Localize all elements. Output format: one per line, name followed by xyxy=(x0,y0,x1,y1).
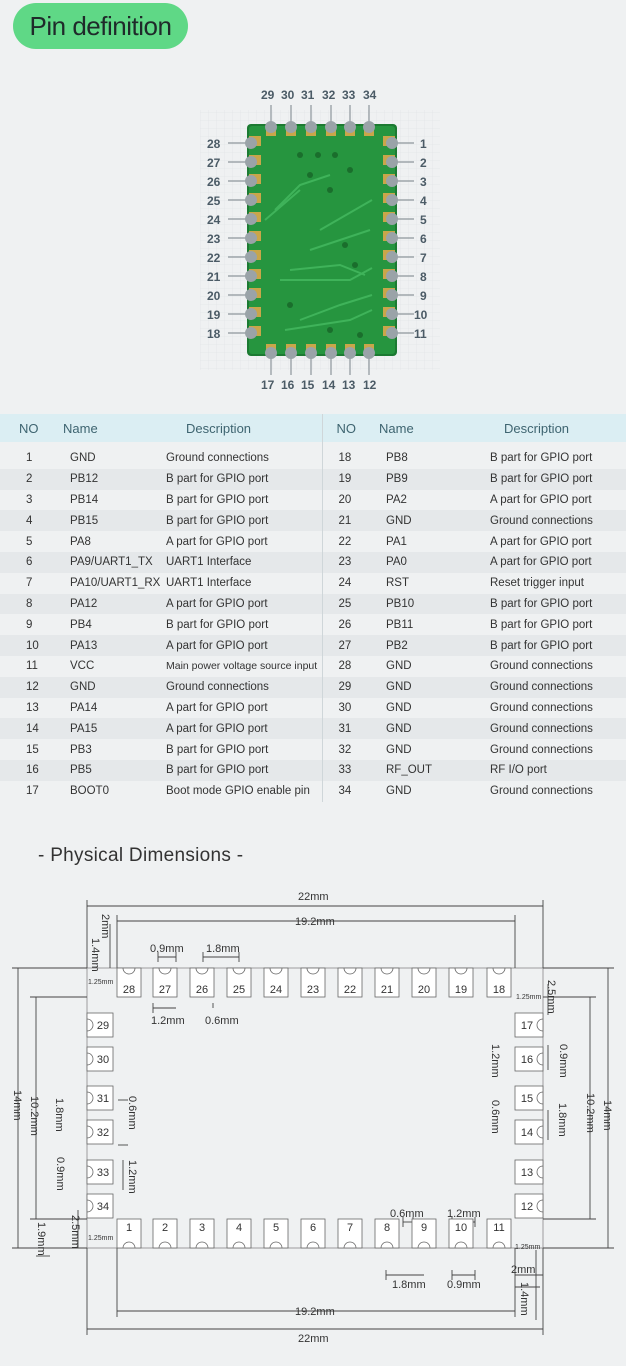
pin-label: 27 xyxy=(207,156,221,170)
table-row xyxy=(0,718,626,739)
pin-number: 12 xyxy=(26,681,39,694)
pin-name: PB14 xyxy=(70,493,99,506)
pad-number: 10 xyxy=(454,1222,468,1234)
pin-description: B part for GPIO port xyxy=(166,618,269,631)
pin-description: B part for GPIO port xyxy=(166,764,269,777)
pin-number: 20 xyxy=(322,490,378,511)
pin-number: 31 xyxy=(322,718,378,739)
pin-description: Ground connections xyxy=(166,452,269,465)
pin-label: 8 xyxy=(420,270,427,284)
pin-label: 22 xyxy=(207,251,221,265)
dim-2mm: 2mm xyxy=(99,914,111,939)
dim-2-5mm-right: 2.5mm xyxy=(545,980,557,1014)
dim-1-8mm-left: 1.8mm xyxy=(53,1098,65,1132)
dim-0-6mm-left: 0.6mm xyxy=(126,1096,138,1130)
pad-number: 9 xyxy=(420,1222,428,1234)
dim-1-8mm-bottom: 1.8mm xyxy=(392,1279,426,1291)
pin-label: 10 xyxy=(414,308,428,322)
pin-description: Ground connections xyxy=(490,660,593,673)
dimension-pad xyxy=(87,1086,113,1110)
dimension-pad xyxy=(338,1219,362,1248)
dimension-pad xyxy=(515,1120,543,1144)
pin-description: B part for GPIO port xyxy=(166,514,269,527)
pin-description: Ground connections xyxy=(490,681,593,694)
pad-number: 16 xyxy=(520,1054,534,1066)
table-row xyxy=(0,531,626,552)
pin-name: GND xyxy=(386,660,412,673)
pad-number: 23 xyxy=(306,984,320,996)
pin-name: PA12 xyxy=(70,597,98,610)
pin-label: 16 xyxy=(281,378,295,392)
pin-label: 21 xyxy=(207,270,221,284)
dimension-pad xyxy=(412,1219,436,1248)
pad-number: 7 xyxy=(346,1222,354,1234)
dimension-pad xyxy=(190,968,214,997)
pin-name: GND xyxy=(386,722,412,735)
pin-description: Boot mode GPIO enable pin xyxy=(166,785,310,798)
pin-description: A part for GPIO port xyxy=(166,597,268,610)
pin-label: 33 xyxy=(342,88,356,102)
pin-name: PA14 xyxy=(70,701,98,714)
pin-number: 26 xyxy=(322,614,378,635)
dimension-pad xyxy=(153,1219,177,1248)
dimension-pad xyxy=(301,1219,325,1248)
pin-description: Ground connections xyxy=(490,514,593,527)
column-header-name: Name xyxy=(63,420,98,436)
pin-description: B part for GPIO port xyxy=(166,743,269,756)
pin-number: 29 xyxy=(322,677,378,698)
pin-label: 3 xyxy=(420,175,427,189)
pin-name: PA13 xyxy=(70,639,98,652)
pin-name: PB8 xyxy=(386,452,408,465)
physical-dimensions-drawing xyxy=(0,880,626,1350)
pad-number: 8 xyxy=(383,1222,391,1234)
pin-number: 17 xyxy=(26,785,39,798)
pad-number: 18 xyxy=(492,984,506,996)
dim-0-9mm-left: 0.9mm xyxy=(54,1157,66,1191)
dimension-pad xyxy=(375,968,399,997)
dim-1-2mm-right: 1.2mm xyxy=(489,1044,501,1078)
pin-name: PB10 xyxy=(386,597,415,610)
dimension-pad xyxy=(515,1013,543,1037)
pin-description: A part for GPIO port xyxy=(166,535,268,548)
pin-label: 17 xyxy=(261,378,275,392)
dim-1-25mm-bottom-right: 1.25mm xyxy=(515,1244,541,1251)
pin-number: 34 xyxy=(322,781,378,802)
table-row xyxy=(0,490,626,511)
pad-number: 30 xyxy=(96,1054,110,1066)
pad-number: 19 xyxy=(454,984,468,996)
pin-description: B part for GPIO port xyxy=(166,493,269,506)
dimension-pad xyxy=(487,968,511,997)
dimension-pad xyxy=(190,1219,214,1248)
pin-label: 28 xyxy=(207,137,221,151)
dim-0-9mm: 0.9mm xyxy=(150,943,184,955)
pin-number: 19 xyxy=(322,469,378,490)
pin-description: A part for GPIO port xyxy=(166,701,268,714)
pin-label: 31 xyxy=(301,88,315,102)
dim-0-9mm-right: 0.9mm xyxy=(557,1044,569,1078)
pin-name: VCC xyxy=(70,660,95,673)
pad-number: 3 xyxy=(198,1222,206,1234)
pin-number: 7 xyxy=(26,577,33,590)
dim-1-2mm: 1.2mm xyxy=(151,1015,185,1027)
pin-description: A part for GPIO port xyxy=(490,493,592,506)
dim-height-14mm: 14mm xyxy=(11,1090,23,1121)
dimension-pad xyxy=(515,1086,543,1110)
pin-name: PB5 xyxy=(70,764,92,777)
pin-description: Ground connections xyxy=(490,785,593,798)
pad-number: 12 xyxy=(520,1201,534,1213)
dimension-pad xyxy=(449,1219,473,1248)
dim-width-19-2mm: 19.2mm xyxy=(295,916,335,928)
dim-0-9mm-bottom: 0.9mm xyxy=(447,1279,481,1291)
table-row xyxy=(0,442,626,469)
dimension-pad xyxy=(515,1160,543,1184)
pin-name: PA9/UART1_TX xyxy=(70,556,153,569)
pin-number: 32 xyxy=(322,739,378,760)
pin-description: Reset trigger input xyxy=(490,577,584,590)
dimension-pad xyxy=(264,1219,288,1248)
table-row xyxy=(0,635,626,656)
table-row xyxy=(0,760,626,781)
pin-description: UART1 Interface xyxy=(166,556,252,569)
pin-number: 6 xyxy=(26,556,33,569)
dimension-pad xyxy=(117,968,141,997)
dimension-pad xyxy=(153,968,177,997)
pin-number: 22 xyxy=(322,531,378,552)
pin-label: 29 xyxy=(261,88,275,102)
pad-number: 14 xyxy=(520,1127,534,1139)
module-pinout-diagram xyxy=(0,80,626,400)
table-row xyxy=(0,614,626,635)
pin-name: PA15 xyxy=(70,722,98,735)
table-row xyxy=(0,698,626,719)
pin-name: GND xyxy=(70,452,96,465)
pad-number: 6 xyxy=(309,1222,317,1234)
pin-number: 24 xyxy=(322,573,378,594)
dimension-pad xyxy=(227,968,251,997)
pad-number: 24 xyxy=(269,984,283,996)
pin-label: 24 xyxy=(207,213,221,227)
dim-1-9mm: 1.9mm xyxy=(35,1222,47,1256)
dimension-pad xyxy=(87,1013,113,1037)
dim-2-5mm-left: 2.5mm xyxy=(69,1215,81,1249)
pin-number: 27 xyxy=(322,635,378,656)
pad-number: 34 xyxy=(96,1201,110,1213)
pad-number: 25 xyxy=(232,984,246,996)
pad-number: 28 xyxy=(122,984,136,996)
pin-label: 12 xyxy=(363,378,377,392)
pin-number: 16 xyxy=(26,764,39,777)
table-row xyxy=(0,656,626,677)
dimension-pad xyxy=(264,968,288,997)
pad-number: 33 xyxy=(96,1167,110,1179)
table-row xyxy=(0,510,626,531)
dim-height-10-2mm-right: 10.2mm xyxy=(584,1093,596,1133)
table-header-row xyxy=(0,414,626,442)
pin-label: 11 xyxy=(414,327,427,341)
table-row xyxy=(0,573,626,594)
pad-number: 5 xyxy=(272,1222,280,1234)
pin-number: 13 xyxy=(26,701,39,714)
pin-number: 4 xyxy=(26,514,33,527)
column-header-no: NO xyxy=(19,420,39,436)
pin-description: Ground connections xyxy=(490,722,593,735)
dimension-pad xyxy=(515,1194,543,1218)
pad-number: 2 xyxy=(161,1222,169,1234)
dim-width-22mm: 22mm xyxy=(298,891,329,903)
pin-name: GND xyxy=(386,743,412,756)
dim-1-4mm: 1.4mm xyxy=(89,938,101,972)
pin-label: 30 xyxy=(281,88,295,102)
dimension-pad xyxy=(515,1047,543,1071)
pad-number: 4 xyxy=(235,1222,243,1234)
table-row xyxy=(0,552,626,573)
pin-number: 10 xyxy=(26,639,39,652)
pin-description: B part for GPIO port xyxy=(490,452,593,465)
pin-number: 11 xyxy=(26,660,38,673)
dimension-pad xyxy=(487,1219,511,1248)
pin-name: GND xyxy=(386,785,412,798)
pin-label: 20 xyxy=(207,289,221,303)
pin-name: PA2 xyxy=(386,493,407,506)
pin-description: A part for GPIO port xyxy=(166,722,268,735)
pin-label: 6 xyxy=(420,232,427,246)
table-row xyxy=(0,781,626,802)
pin-number: 23 xyxy=(322,552,378,573)
pin-name: PB11 xyxy=(386,618,414,631)
pin-name: PB2 xyxy=(386,639,408,652)
dim-height-10-2mm: 10.2mm xyxy=(28,1096,40,1136)
pin-number: 30 xyxy=(322,698,378,719)
pin-number: 28 xyxy=(322,656,378,677)
dim-0-6mm-right: 0.6mm xyxy=(489,1100,501,1134)
pad-number: 1 xyxy=(125,1222,133,1234)
pin-label: 9 xyxy=(420,289,427,303)
pin-label: 25 xyxy=(207,194,221,208)
pin-number: 33 xyxy=(322,760,378,781)
pin-number: 18 xyxy=(322,442,378,469)
dim-height-14mm-right: 14mm xyxy=(601,1100,613,1131)
column-header-description: Description xyxy=(504,420,570,436)
pin-number: 2 xyxy=(26,473,33,486)
pin-label: 23 xyxy=(207,232,221,246)
pin-description: B part for GPIO port xyxy=(166,473,269,486)
pin-label: 18 xyxy=(207,327,221,341)
pin-description: Ground connections xyxy=(490,701,593,714)
column-header-description: Description xyxy=(186,420,252,436)
pad-number: 20 xyxy=(417,984,431,996)
pin-description: RF I/O port xyxy=(490,764,547,777)
pin-description: B part for GPIO port xyxy=(490,618,593,631)
pin-number: 25 xyxy=(322,594,378,615)
pin-name: PA1 xyxy=(386,535,407,548)
dim-1-2mm-left: 1.2mm xyxy=(126,1160,138,1194)
dimension-pad xyxy=(87,1160,113,1184)
pin-label: 26 xyxy=(207,175,221,189)
dim-width-22mm-bottom: 22mm xyxy=(298,1333,329,1345)
pin-description: B part for GPIO port xyxy=(490,473,593,486)
column-header-name: Name xyxy=(379,420,414,436)
pin-name: PB15 xyxy=(70,514,99,527)
dimension-pad xyxy=(449,968,473,997)
pin-name: PB4 xyxy=(70,618,92,631)
dimension-pad xyxy=(87,1194,113,1218)
dimension-pad xyxy=(87,1047,113,1071)
pin-number: 9 xyxy=(26,618,33,631)
pin-label: 7 xyxy=(420,251,427,265)
pin-name: BOOT0 xyxy=(70,785,109,798)
pin-label: 14 xyxy=(322,378,336,392)
dimension-pad xyxy=(117,1219,141,1248)
pin-label: 4 xyxy=(420,194,427,208)
pad-number: 29 xyxy=(96,1020,110,1032)
pin-description: Ground connections xyxy=(166,681,269,694)
dim-1-8mm-right: 1.8mm xyxy=(556,1103,568,1137)
pin-name: GND xyxy=(70,681,96,694)
module-board-illustration xyxy=(0,80,626,400)
pad-number: 26 xyxy=(195,984,209,996)
pin-name: GND xyxy=(386,681,412,694)
dimension-pad xyxy=(227,1219,251,1248)
pin-name: PB3 xyxy=(70,743,92,756)
pin-description: B part for GPIO port xyxy=(490,639,593,652)
pad-number: 13 xyxy=(520,1167,534,1179)
pin-number: 8 xyxy=(26,597,33,610)
dim-1-4mm-bottom: 1.4mm xyxy=(518,1282,530,1316)
pin-label: 13 xyxy=(342,378,356,392)
pin-name: PB12 xyxy=(70,473,99,486)
pin-name: PB9 xyxy=(386,473,408,486)
pin-label: 32 xyxy=(322,88,336,102)
dimension-pad xyxy=(412,968,436,997)
pin-label: 34 xyxy=(363,88,377,102)
pad-number: 21 xyxy=(380,984,394,996)
dimension-pad xyxy=(301,968,325,997)
pin-number: 21 xyxy=(322,510,378,531)
section-title: - Physical Dimensions - xyxy=(38,845,244,866)
pin-definition-table xyxy=(0,414,626,802)
pin-number: 1 xyxy=(26,452,33,465)
dimension-pad xyxy=(87,1120,113,1144)
dim-width-19-2mm-bottom: 19.2mm xyxy=(295,1306,335,1318)
column-header-no: NO xyxy=(322,414,378,442)
pad-number: 17 xyxy=(520,1020,534,1032)
dim-1-8mm: 1.8mm xyxy=(206,943,240,955)
pin-name: RF_OUT xyxy=(386,764,432,777)
pin-label: 15 xyxy=(301,378,315,392)
dim-1-25mm-right: 1.25mm xyxy=(516,994,542,1001)
pin-label: 1 xyxy=(420,137,427,151)
table-row xyxy=(0,469,626,490)
pin-description: B part for GPIO port xyxy=(490,597,593,610)
dimension-pad xyxy=(375,1219,399,1248)
pin-description: A part for GPIO port xyxy=(490,556,592,569)
pin-number: 3 xyxy=(26,493,33,506)
table-row xyxy=(0,739,626,760)
table-row xyxy=(0,677,626,698)
pin-number: 15 xyxy=(26,743,39,756)
pin-description: UART1 Interface xyxy=(166,577,252,590)
pad-number: 32 xyxy=(96,1127,110,1139)
pad-number: 31 xyxy=(96,1093,110,1105)
pin-description: A part for GPIO port xyxy=(490,535,592,548)
pin-name: GND xyxy=(386,701,412,714)
pin-name: RST xyxy=(386,577,409,590)
pad-number: 22 xyxy=(343,984,357,996)
pin-name: PA10/UART1_RX xyxy=(70,577,161,590)
pad-number: 11 xyxy=(493,1222,505,1234)
dim-2mm-bottom: 2mm xyxy=(511,1264,536,1276)
pin-name: GND xyxy=(386,514,412,527)
pin-label: 5 xyxy=(420,213,427,227)
page-title: Pin definition xyxy=(13,3,188,49)
pad-number: 27 xyxy=(158,984,172,996)
table-row xyxy=(0,594,626,615)
pin-number: 14 xyxy=(26,722,39,735)
pin-description: A part for GPIO port xyxy=(166,639,268,652)
pin-description: Ground connections xyxy=(490,743,593,756)
dimension-pad xyxy=(338,968,362,997)
pin-name: PA8 xyxy=(70,535,91,548)
dim-0-6mm-bottom: 0.6mm xyxy=(390,1208,424,1220)
pad-number: 15 xyxy=(520,1093,534,1105)
dim-1-25mm: 1.25mm xyxy=(88,979,114,986)
pin-label: 2 xyxy=(420,156,427,170)
dim-1-25mm-bottom: 1.25mm xyxy=(88,1235,114,1242)
dim-0-6mm: 0.6mm xyxy=(205,1015,239,1027)
pin-description: Main power voltage source input xyxy=(166,660,318,673)
pin-name: PA0 xyxy=(386,556,407,569)
dim-1-2mm-bottom: 1.2mm xyxy=(447,1208,481,1220)
pin-label: 19 xyxy=(207,308,221,322)
pin-number: 5 xyxy=(26,535,33,548)
